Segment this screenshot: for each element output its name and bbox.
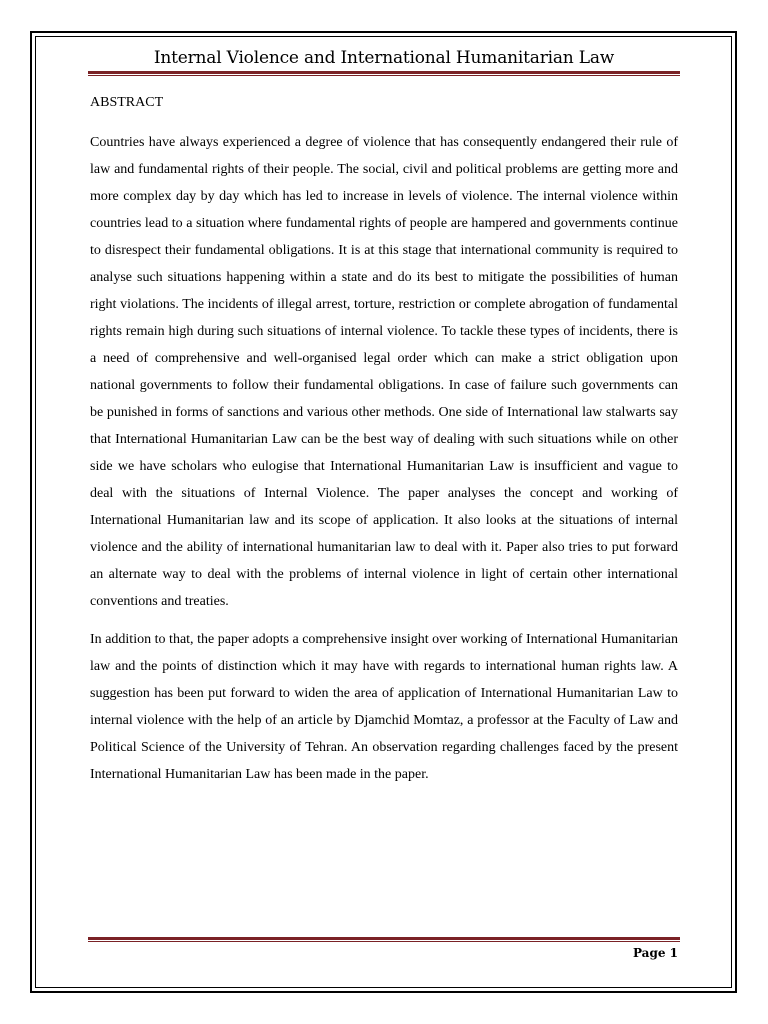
header-title: Internal Violence and International Humanitarian Law bbox=[153, 48, 615, 68]
footer-rule-thick bbox=[88, 937, 680, 940]
header-rule-thick bbox=[88, 71, 680, 74]
header-rule bbox=[88, 71, 680, 77]
footer-rule-thin bbox=[88, 941, 680, 942]
header-rule-thin bbox=[88, 75, 680, 76]
abstract-paragraph-2: In addition to that, the paper adopts a comprehensive insight over working of International Humanitarian law and the points of distinction which it may have with regards to international human rights law. A suggestion has been put forward to widen the area of application of International Humanitarian Law to internal violence with the help of an article by Djamchid Momtaz, a professor at the Faculty of Law and Political Science of the University of Tehran. An observation regarding challenges faced by the present International Humanitarian Law has been made in the paper. bbox=[90, 632, 678, 782]
page-number: Page 1 bbox=[632, 946, 678, 960]
abstract-paragraph-1: Countries have always experienced a degree of violence that has consequently endangered their rule of law and fundamental rights of their people. The social, civil and political problems are getting more and more complex day by day which has led to increase in levels of violence. The internal violence within countries lead to a situation where fundamental rights of people are hampered and governments continue to disrespect their fundamental obligations. It is at this stage that international community is required to analyse such situations happening within a state and do its best to mitigate the possibilities of human right violations. The incidents of illegal arrest, torture, restriction or complete abrogation of fundamental rights remain high during such situations of internal violence. To tackle these types of incidents, there is a need of comprehensive and well-organised legal order which can make a strict obligation upon national governments to follow their fundamental obligations. In case of failure such governments can be punished in forms of sanctions and various other methods. One side of International law stalwarts say that International Humanitarian Law can be the best way of dealing with such situations while on other side we have scholars who eulogise that International Humanitarian Law is insufficient and vague to deal with the situations of Internal Violence. The paper analyses the concept and working of International Humanitarian law and its scope of application. It also looks at the situations of internal violence and the ability of international humanitarian law to deal with it. Paper also tries to put forward an alternate way to deal with the problems of internal violence in light of certain other international conventions and treaties. bbox=[90, 135, 678, 609]
document-body bbox=[90, 92, 678, 788]
footer-rule bbox=[88, 937, 680, 943]
abstract-heading: ABSTRACT bbox=[90, 95, 164, 110]
